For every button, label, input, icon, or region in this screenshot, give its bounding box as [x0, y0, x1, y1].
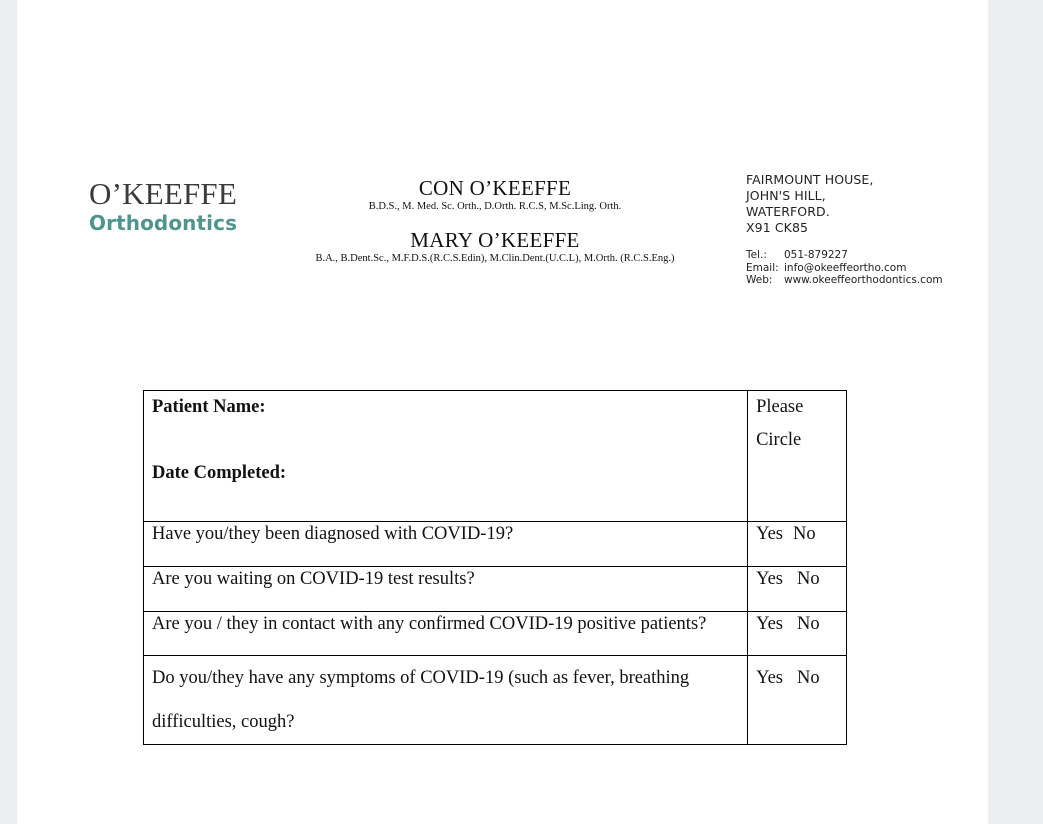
web-label: Web: [746, 274, 773, 286]
answer-cell [748, 612, 847, 656]
address-line: X91 CK85 [746, 220, 809, 235]
patient-details-cell [144, 391, 748, 522]
instruction-cell [748, 391, 847, 522]
question-text: Are you waiting on COVID-19 test results? [144, 567, 748, 612]
question-row [144, 656, 847, 745]
contact-email [746, 262, 976, 275]
practice-logo [89, 178, 259, 236]
doctor-name: MARY O’KEEFFE [410, 228, 580, 252]
logo-practice-type: Orthodontics [89, 211, 238, 235]
date-completed-label: Date Completed: [152, 463, 287, 483]
header-row [144, 391, 847, 522]
question-text: Do you/they have any symptoms of COVID-19 (such as fever, breathing difficulties, cough? [144, 656, 748, 745]
question-row [144, 567, 847, 612]
yes-option[interactable]: Yes [756, 569, 783, 589]
no-option[interactable]: No [796, 614, 820, 634]
question-text: Are you / they in contact with any confirmed COVID-19 positive patients? [144, 612, 748, 656]
email-value: info@okeeffeortho.com [784, 261, 907, 274]
yes-option[interactable]: Yes [756, 668, 783, 688]
logo-surname: O’KEEFFE [89, 176, 237, 211]
doctor-qualifications: B.A., B.Dent.Sc., M.F.D.S.(R.C.S.Edin), M.Clin.Dent.(U.C.L), M.Orth. (R.C.S.Eng.) [315, 253, 675, 264]
web-value: www.okeeffeorthodontics.com [784, 274, 943, 286]
no-option[interactable]: No [796, 668, 820, 688]
doctor-name: CON O’KEEFFE [418, 176, 572, 200]
answer-cell [748, 656, 847, 745]
yes-option[interactable]: Yes [756, 614, 783, 634]
address-line: FAIRMOUNT HOUSE, [746, 172, 874, 187]
covid-screening-table [143, 390, 847, 745]
instruction-line: Please [756, 397, 804, 417]
answer-cell [748, 567, 847, 612]
contact-tel [746, 249, 976, 262]
email-label: Email: [746, 261, 779, 274]
document-page [17, 0, 988, 824]
doctors-block [275, 176, 715, 265]
question-row [144, 522, 847, 567]
contact-web [746, 274, 976, 287]
doctor-qualifications: B.D.S., M. Med. Sc. Orth., D.Orth. R.C.S, M.Sc.Ling. Orth. [368, 201, 622, 212]
yes-option[interactable]: Yes [756, 524, 783, 544]
address-block [746, 172, 976, 287]
tel-label: Tel.: [746, 249, 767, 261]
address-line: JOHN'S HILL, [746, 188, 826, 203]
address-line: WATERFORD. [746, 204, 830, 219]
instruction-line: Circle [756, 430, 802, 450]
patient-name-label: Patient Name: [152, 397, 266, 417]
no-option[interactable]: No [796, 569, 820, 589]
no-option[interactable]: No [792, 524, 816, 544]
question-row [144, 612, 847, 656]
question-text: Have you/they been diagnosed with COVID-19? [144, 522, 748, 567]
tel-value: 051-879227 [784, 249, 848, 261]
answer-cell [748, 522, 847, 567]
